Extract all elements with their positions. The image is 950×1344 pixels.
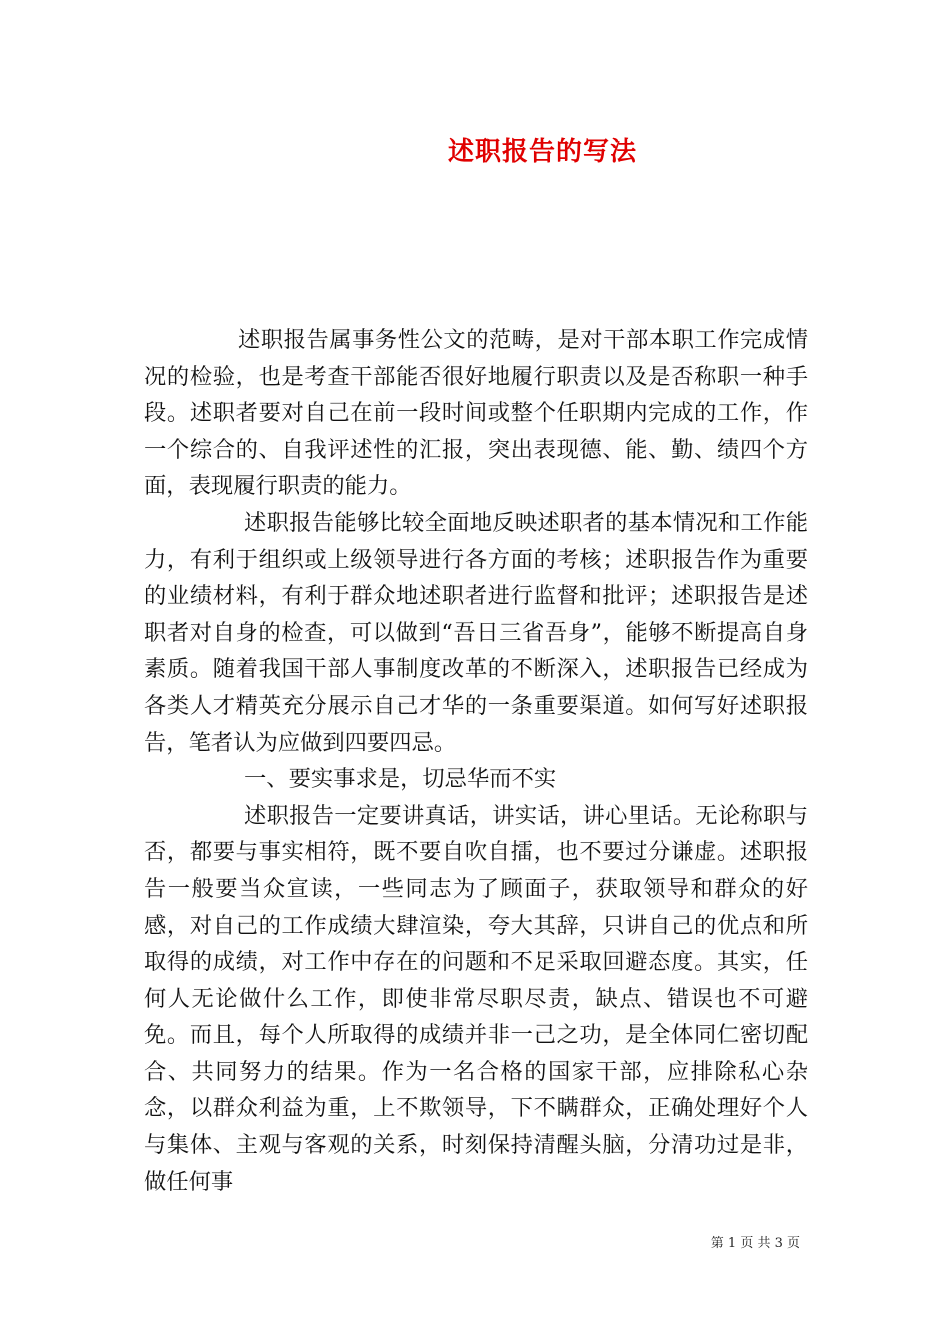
paragraph-benefits: 述职报告能够比较全面地反映述职者的基本情况和工作能力，有利于组织或上级领导进行各方面的考核；述职报告作为重要的业绩材料，有利于群众地述职者进行监督和批评；述职报告是述职者对自身的检查，可以做到“吾日三省吾身”，能够不断提高自身素质。随着我国干部人事制度改革的不断深入，述职报告已经成为各类人才精英充分展示自己才华的一条重要渠道。如何写好述职报告，笔者认为应做到四要四忌。 <box>144 509 808 756</box>
document-title: 述职报告的写法 <box>447 137 637 167</box>
section-heading-1: 一、要实事求是，切忌华而不实 <box>244 766 557 793</box>
page-number-footer: 第 1 页 共 3 页 <box>710 1236 800 1251</box>
document-body <box>144 322 808 1200</box>
paragraph-section-1: 述职报告一定要讲真话，讲实话，讲心里话。无论称职与否，都要与事实相符，既不要自吹自擂，也不要过分谦虚。述职报告一般要当众宣读，一些同志为了顾面子，获取领导和群众的好感，对自己的工作成绩大肆渲染，夸大其辞，只讲自己的优点和所取得的成绩，对工作中存在的问题和不足采取回避态度。其实，任何人无论做什么工作，即使非常尽职尽责，缺点、错误也不可避免。而且，每个人所取得的成绩并非一己之功，是全体同仁密切配合、共同努力的结果。作为一名合格的国家干部，应排除私心杂念，以群众利益为重，上不欺领导，下不瞒群众，正确处理好个人与集体、主观与客观的关系，时刻保持清醒头脑，分清功过是非，做任何事 <box>144 802 808 1195</box>
paragraph-intro: 述职报告属事务性公文的范畴，是对干部本职工作完成情况的检验，也是考查干部能否很好地履行职责以及是否称职一种手段。述职者要对自己在前一段时间或整个任职期内完成的工作，作一个综合的、自我评述性的汇报，突出表现德、能、勤、绩四个方面，表现履行职责的能力。 <box>144 327 808 500</box>
